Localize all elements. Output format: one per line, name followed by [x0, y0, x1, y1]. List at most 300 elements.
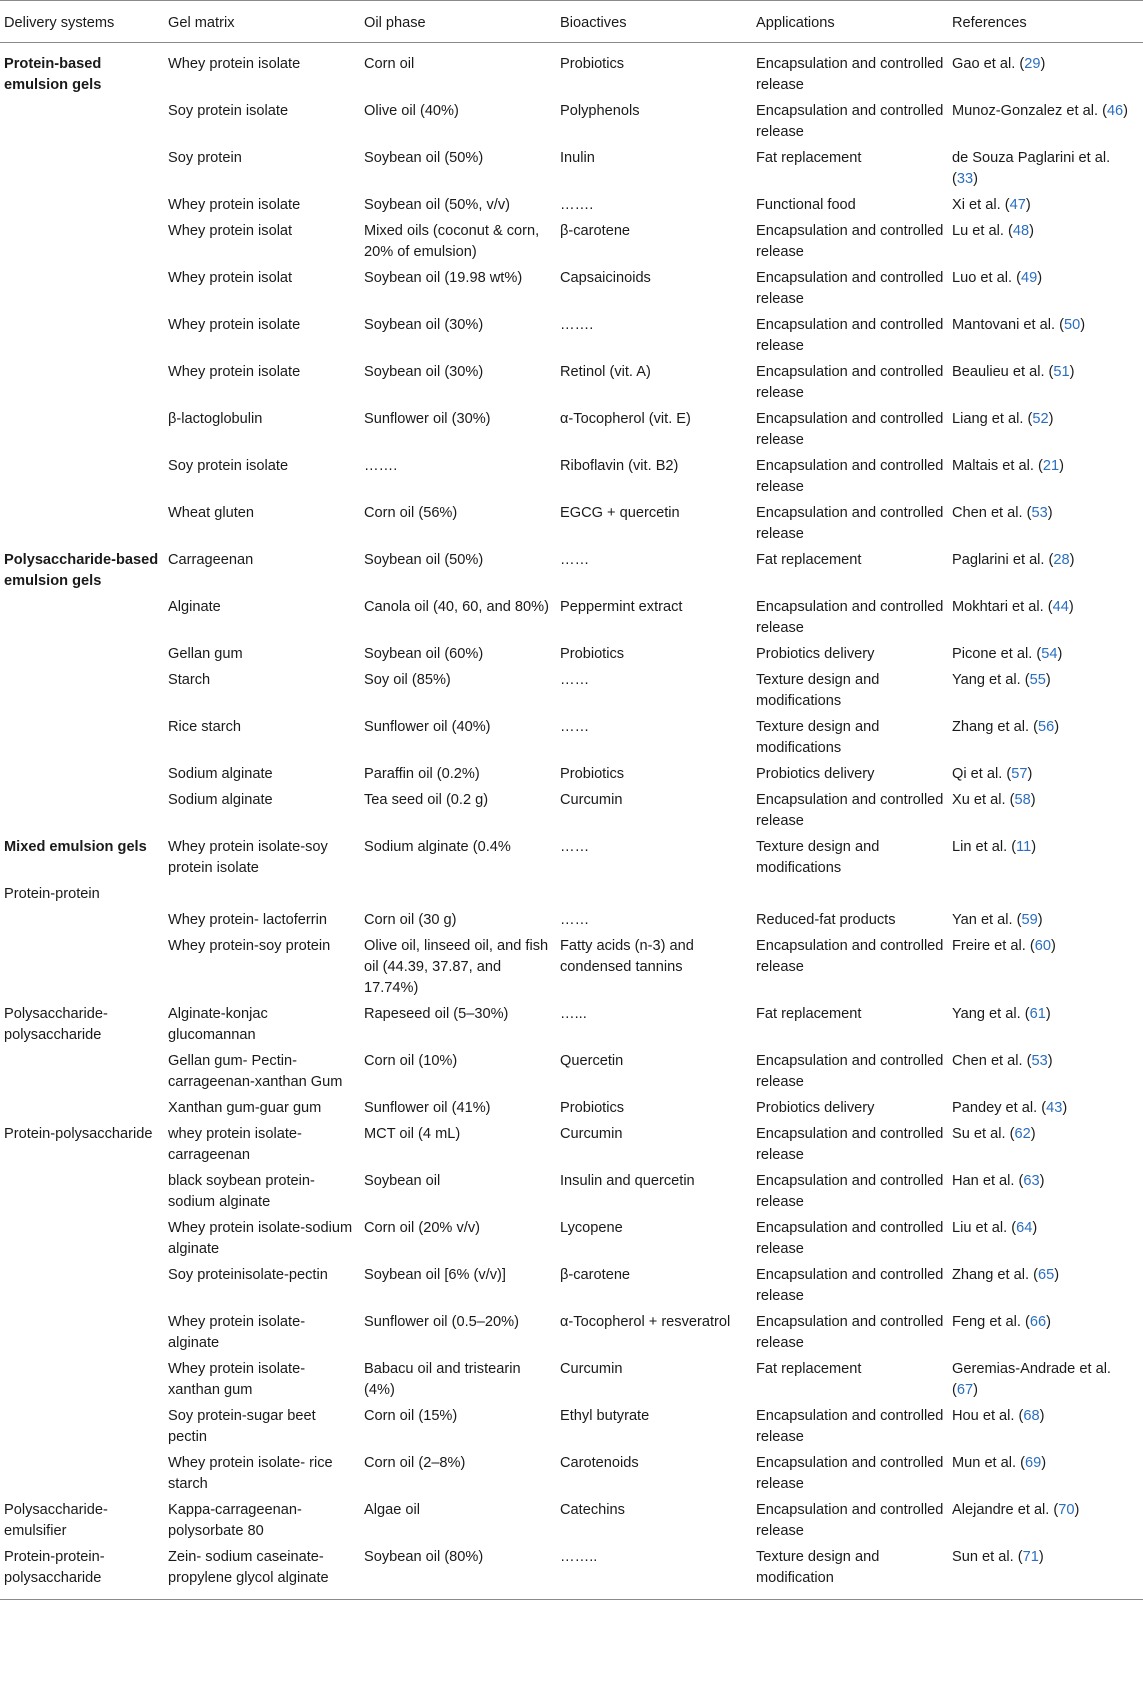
reference-cell: [948, 453, 1143, 500]
oil-phase-cell: Soybean oil (19.98 wt%): [364, 270, 523, 286]
reference-cell: [948, 714, 1143, 761]
bioactives-cell: …...: [560, 1006, 587, 1022]
reference-close-paren: ): [1031, 839, 1037, 855]
bioactives-cell: [556, 881, 752, 907]
reference-cell: [948, 907, 1143, 933]
reference-number-link[interactable]: 61: [1029, 1006, 1046, 1022]
bioactives-cell: Probiotics: [560, 766, 625, 782]
gel-matrix-cell: Whey protein isolate-xanthan gum: [168, 1361, 306, 1398]
reference-number-link[interactable]: 55: [1029, 672, 1046, 688]
reference-cell: [948, 594, 1143, 641]
gel-matrix-cell: Rice starch: [168, 719, 241, 735]
header-delivery-systems: Delivery systems: [4, 15, 115, 31]
bioactives-cell: ……: [560, 839, 590, 855]
reference-close-paren: ): [1039, 1408, 1045, 1424]
reference-number-link[interactable]: 59: [1021, 912, 1038, 928]
reference-number-link[interactable]: 52: [1032, 411, 1049, 427]
gel-matrix-cell: Whey protein isolate-sodium alginate: [168, 1220, 353, 1257]
table-row: [0, 641, 1143, 667]
oil-phase-cell: Corn oil (2–8%): [364, 1455, 466, 1471]
delivery-system-cell: [0, 907, 164, 933]
table-row: [0, 1262, 1143, 1309]
delivery-system-cell: [0, 98, 164, 145]
table-row: [0, 359, 1143, 406]
gel-matrix-cell: Soy protein: [168, 150, 242, 166]
reference-close-paren: ): [1047, 1053, 1053, 1069]
header-bioactives: Bioactives: [560, 15, 627, 31]
bioactives-cell: Inulin: [560, 150, 595, 166]
reference-author: Freire et al. (: [952, 938, 1035, 954]
reference-close-paren: ): [1046, 1314, 1051, 1330]
oil-phase-cell: MCT oil (4 mL): [364, 1126, 461, 1142]
reference-close-paren: ): [1069, 364, 1075, 380]
table-row: [0, 98, 1143, 145]
applications-cell: Encapsulation and controlled release: [756, 364, 944, 401]
reference-number-link[interactable]: 60: [1034, 938, 1051, 954]
gel-matrix-cell: Starch: [168, 672, 211, 688]
delivery-system-cell: [0, 1095, 164, 1121]
delivery-system-cell: Protein-polysaccharide: [4, 1126, 153, 1142]
applications-cell: Encapsulation and controlled release: [756, 56, 944, 93]
reference-close-paren: ): [1041, 1455, 1047, 1471]
bioactives-cell: Catechins: [560, 1502, 625, 1518]
reference-cell: [948, 1215, 1143, 1262]
delivery-system-cell: Protein-protein-polysaccharide: [4, 1549, 105, 1586]
reference-close-paren: ): [1068, 599, 1074, 615]
reference-close-paren: ): [1047, 505, 1053, 521]
gel-matrix-cell: Xanthan gum-guar gum: [168, 1100, 322, 1116]
table-row: [0, 1048, 1143, 1095]
reference-close-paren: ): [1074, 1502, 1080, 1518]
oil-phase-cell: Tea seed oil (0.2 g): [364, 792, 489, 808]
gel-matrix-cell: black soybean protein-sodium alginate: [168, 1173, 315, 1210]
oil-phase-cell: Soybean oil [6% (v/v)]: [364, 1267, 506, 1283]
gel-matrix-cell: Whey protein isolate-alginate: [168, 1314, 306, 1351]
reference-cell: [948, 1262, 1143, 1309]
delivery-system-cell: [0, 312, 164, 359]
reference-number-link[interactable]: 21: [1042, 458, 1060, 474]
reference-author: Chen et al. (: [952, 1053, 1032, 1069]
applications-cell: Encapsulation and controlled release: [756, 599, 944, 636]
gel-matrix-cell: Gellan gum: [168, 646, 243, 662]
table-row: [0, 1403, 1143, 1450]
table-row: [0, 1356, 1143, 1403]
reference-close-paren: ): [1062, 1100, 1068, 1116]
reference-number-link[interactable]: 49: [1020, 270, 1038, 286]
reference-cell: [948, 145, 1143, 192]
reference-number-link[interactable]: 65: [1038, 1267, 1055, 1283]
delivery-system-cell: [0, 1048, 164, 1095]
delivery-system-cell: [0, 594, 164, 641]
delivery-system-cell: Polysaccharide-polysaccharide: [4, 1006, 108, 1043]
oil-phase-cell: Soybean oil (30%): [364, 364, 484, 380]
reference-cell: [948, 265, 1143, 312]
reference-author: Beaulieu et al. (: [952, 364, 1054, 380]
reference-number-link[interactable]: 47: [1009, 197, 1026, 213]
gel-matrix-cell: Whey protein isolate-soy protein isolate: [168, 839, 328, 876]
applications-cell: Probiotics delivery: [756, 766, 875, 782]
delivery-system-cell: [0, 359, 164, 406]
reference-number-link[interactable]: 44: [1052, 599, 1069, 615]
gel-matrix-cell: Wheat gluten: [168, 505, 254, 521]
reference-number-link[interactable]: 63: [1023, 1173, 1040, 1189]
reference-close-paren: ): [1080, 317, 1086, 333]
table-row: [0, 1121, 1143, 1168]
table-row: [0, 1095, 1143, 1121]
reference-cell: [948, 761, 1143, 787]
oil-phase-cell: Algae oil: [364, 1502, 420, 1518]
delivery-system-cell: [0, 1403, 164, 1450]
table-row: [0, 145, 1143, 192]
reference-author: Yang et al. (: [952, 672, 1030, 688]
reference-number-link[interactable]: 68: [1023, 1408, 1040, 1424]
oil-phase-cell: Canola oil (40, 60, and 80%): [364, 599, 549, 615]
applications-cell: Encapsulation and controlled release: [756, 223, 944, 260]
reference-author: Yang et al. (: [952, 1006, 1030, 1022]
delivery-system-cell: [0, 667, 164, 714]
bioactives-cell: ……: [560, 552, 590, 568]
applications-cell: Fat replacement: [756, 552, 862, 568]
oil-phase-cell: …….: [364, 458, 398, 474]
reference-cell: [948, 834, 1143, 881]
table-row: [0, 1544, 1143, 1600]
header-applications: Applications: [756, 15, 835, 31]
reference-number-link[interactable]: 53: [1031, 505, 1048, 521]
delivery-system-cell: [0, 500, 164, 547]
reference-close-paren: ): [1029, 223, 1034, 239]
oil-phase-cell: Babacu oil and tristearin (4%): [364, 1361, 521, 1398]
reference-number-link[interactable]: 46: [1106, 103, 1124, 119]
bioactives-cell: ……: [560, 719, 590, 735]
reference-number-link[interactable]: 54: [1041, 646, 1058, 662]
oil-phase-cell: Soybean oil (60%): [364, 646, 484, 662]
table-row: [0, 43, 1143, 99]
bioactives-cell: Peppermint extract: [560, 599, 683, 615]
delivery-system-cell: [0, 761, 164, 787]
table-body: [0, 43, 1143, 1600]
reference-number-link[interactable]: 66: [1029, 1314, 1047, 1330]
delivery-system-cell: [0, 714, 164, 761]
reference-cell: [948, 881, 1143, 907]
bioactives-cell: β-carotene: [560, 1267, 631, 1283]
delivery-system-cell: [0, 1309, 164, 1356]
table-row: [0, 787, 1143, 834]
reference-number-link[interactable]: 71: [1022, 1549, 1039, 1565]
reference-author: Yan et al. (: [952, 912, 1022, 928]
reference-cell: [948, 1121, 1143, 1168]
applications-cell: Reduced-fat products: [756, 912, 896, 928]
reference-number-link[interactable]: 11: [1016, 839, 1032, 855]
reference-author: Xi et al. (: [952, 197, 1010, 213]
gel-matrix-cell: whey protein isolate-carrageenan: [168, 1126, 302, 1163]
oil-phase-cell: Sunflower oil (40%): [364, 719, 491, 735]
applications-cell: Encapsulation and controlled release: [756, 938, 944, 975]
reference-number-link[interactable]: 67: [956, 1382, 974, 1398]
oil-phase-cell: Corn oil (56%): [364, 505, 458, 521]
reference-number-link[interactable]: 62: [1014, 1126, 1031, 1142]
delivery-system-cell: [0, 406, 164, 453]
reference-cell: [948, 218, 1143, 265]
oil-phase-cell: Sunflower oil (0.5–20%): [364, 1314, 519, 1330]
reference-close-paren: ): [1039, 1173, 1045, 1189]
reference-author: Geremias-Andrade et al. (: [952, 1361, 1111, 1398]
reference-number-link[interactable]: 43: [1046, 1100, 1063, 1116]
oil-phase-cell: Corn oil (10%): [364, 1053, 458, 1069]
reference-close-paren: ): [1025, 197, 1031, 213]
bioactives-cell: EGCG + quercetin: [560, 505, 680, 521]
reference-number-link[interactable]: 64: [1016, 1220, 1033, 1236]
applications-cell: Encapsulation and controlled release: [756, 103, 944, 140]
reference-number-link[interactable]: 51: [1053, 364, 1070, 380]
table-row: [0, 1309, 1143, 1356]
reference-number-link[interactable]: 58: [1014, 792, 1031, 808]
reference-cell: [948, 312, 1143, 359]
reference-author: Su et al. (: [952, 1126, 1015, 1142]
reference-author: Alejandre et al. (: [952, 1502, 1059, 1518]
reference-close-paren: ): [1038, 1549, 1044, 1565]
delivery-system-cell: [0, 787, 164, 834]
oil-phase-cell: Sodium alginate (0.4%: [364, 839, 511, 855]
delivery-system-cell: Polysaccharide-emulsifier: [4, 1502, 108, 1539]
gel-matrix-cell: Alginate: [168, 599, 221, 615]
bioactives-cell: Curcumin: [560, 1126, 623, 1142]
applications-cell: Encapsulation and controlled release: [756, 1267, 944, 1304]
applications-cell: Probiotics delivery: [756, 646, 875, 662]
gel-matrix-cell: Whey protein-soy protein: [168, 938, 331, 954]
reference-number-link[interactable]: 48: [1012, 223, 1030, 239]
reference-number-link[interactable]: 28: [1053, 552, 1070, 568]
reference-author: Pandey et al. (: [952, 1100, 1047, 1116]
applications-cell: Encapsulation and controlled release: [756, 1455, 944, 1492]
reference-cell: [948, 787, 1143, 834]
table-row: [0, 594, 1143, 641]
delivery-system-cell: [0, 1168, 164, 1215]
table-row: [0, 1497, 1143, 1544]
reference-close-paren: ): [1040, 56, 1046, 72]
gel-matrix-cell: Whey protein isolat: [168, 270, 293, 286]
header-oil-phase: Oil phase: [364, 15, 426, 31]
applications-cell: Encapsulation and controlled release: [756, 1173, 944, 1210]
table-row: [0, 667, 1143, 714]
reference-number-link[interactable]: 33: [956, 171, 974, 187]
bioactives-cell: Carotenoids: [560, 1455, 639, 1471]
oil-phase-cell: Paraffin oil (0.2%): [364, 766, 480, 782]
bioactives-cell: Curcumin: [560, 1361, 623, 1377]
delivery-system-cell: Protein-based emulsion gels: [4, 56, 102, 93]
gel-matrix-cell: Gellan gum- Pectin-carrageenan-xanthan Gum: [168, 1053, 343, 1090]
bioactives-cell: Ethyl butyrate: [560, 1408, 650, 1424]
bioactives-cell: α-Tocopherol + resveratrol: [560, 1314, 731, 1330]
bioactives-cell: Lycopene: [560, 1220, 623, 1236]
reference-author: Picone et al. (: [952, 646, 1042, 662]
reference-author: Mun et al. (: [952, 1455, 1025, 1471]
reference-close-paren: ): [973, 1382, 978, 1398]
reference-close-paren: ): [1069, 552, 1075, 568]
reference-close-paren: ): [973, 171, 978, 187]
bioactives-cell: α-Tocopherol (vit. E): [560, 411, 691, 427]
applications-cell: Encapsulation and controlled release: [756, 317, 944, 354]
reference-author: Han et al. (: [952, 1173, 1024, 1189]
gel-matrix-cell: Whey protein isolate: [168, 56, 301, 72]
table-row: [0, 1450, 1143, 1497]
table-row: [0, 500, 1143, 547]
oil-phase-cell: Olive oil, linseed oil, and fish oil (44.39, 37.87, and 17.74%): [364, 938, 549, 996]
oil-phase-cell: Corn oil (15%): [364, 1408, 458, 1424]
gel-matrix-cell: Alginate-konjac glucomannan: [168, 1006, 268, 1043]
reference-cell: [948, 359, 1143, 406]
gel-matrix-cell: Carrageenan: [168, 552, 254, 568]
reference-number-link[interactable]: 29: [1024, 56, 1041, 72]
reference-author: Gao et al. (: [952, 56, 1025, 72]
gel-matrix-cell: Sodium alginate: [168, 792, 273, 808]
reference-close-paren: ): [1030, 792, 1036, 808]
applications-cell: Encapsulation and controlled release: [756, 1502, 944, 1539]
table-row: [0, 907, 1143, 933]
oil-phase-cell: Corn oil (30 g): [364, 912, 457, 928]
reference-number-link[interactable]: 56: [1038, 719, 1055, 735]
oil-phase-cell: Soybean oil (50%): [364, 150, 484, 166]
oil-phase-cell: Mixed oils (coconut & corn, 20% of emulsion): [364, 223, 540, 260]
reference-close-paren: ): [1037, 270, 1043, 286]
delivery-system-cell: [0, 1356, 164, 1403]
reference-author: Mantovani et al. (: [952, 317, 1064, 333]
reference-number-link[interactable]: 53: [1031, 1053, 1048, 1069]
bioactives-cell: Probiotics: [560, 646, 625, 662]
delivery-system-cell: [0, 145, 164, 192]
reference-number-link[interactable]: 50: [1063, 317, 1081, 333]
table-row: [0, 714, 1143, 761]
reference-cell: [948, 1544, 1143, 1600]
reference-cell: [948, 1001, 1143, 1048]
reference-number-link[interactable]: 70: [1058, 1502, 1075, 1518]
table-row: [0, 312, 1143, 359]
reference-author: Paglarini et al. (: [952, 552, 1054, 568]
gel-matrix-cell: Soy protein isolate: [168, 458, 289, 474]
oil-phase-cell: Sunflower oil (41%): [364, 1100, 491, 1116]
oil-phase-cell: Olive oil (40%): [364, 103, 459, 119]
delivery-system-cell: Polysaccharide-based emulsion gels: [4, 552, 159, 589]
reference-cell: [948, 1403, 1143, 1450]
reference-cell: [948, 641, 1143, 667]
delivery-system-cell: Protein-protein: [4, 886, 100, 902]
gel-matrix-cell: Soy proteinisolate-pectin: [168, 1267, 328, 1283]
delivery-system-cell: [0, 218, 164, 265]
gel-matrix-cell: Zein- sodium caseinate-propylene glycol alginate: [168, 1549, 329, 1586]
reference-author: Hou et al. (: [952, 1408, 1024, 1424]
applications-cell: Encapsulation and controlled release: [756, 1314, 944, 1351]
bioactives-cell: Probiotics: [560, 1100, 625, 1116]
applications-cell: Texture design and modifications: [756, 839, 880, 876]
reference-cell: [948, 1095, 1143, 1121]
reference-close-paren: ): [1030, 1126, 1036, 1142]
header-row: [0, 1, 1143, 43]
gel-matrix-cell: [164, 881, 360, 907]
delivery-system-cell: [0, 265, 164, 312]
reference-close-paren: ): [1054, 1267, 1060, 1283]
oil-phase-cell: Rapeseed oil (5–30%): [364, 1006, 509, 1022]
reference-author: Sun et al. (: [952, 1549, 1023, 1565]
table-row: [0, 1168, 1143, 1215]
reference-cell: [948, 933, 1143, 1001]
reference-close-paren: ): [1123, 103, 1129, 119]
reference-close-paren: ): [1048, 411, 1054, 427]
reference-author: de Souza Paglarini et al. (: [952, 150, 1111, 187]
reference-author: Liu et al. (: [952, 1220, 1017, 1236]
gel-matrix-cell: Whey protein isolate: [168, 317, 301, 333]
reference-close-paren: ): [1059, 458, 1064, 474]
reference-author: Munoz-Gonzalez et al. (: [952, 103, 1107, 119]
reference-cell: [948, 1497, 1143, 1544]
gel-matrix-cell: Whey protein isolate- rice starch: [168, 1455, 333, 1492]
reference-number-link[interactable]: 69: [1025, 1455, 1042, 1471]
bioactives-cell: Probiotics: [560, 56, 625, 72]
bioactives-cell: Fatty acids (n-3) and condensed tannins: [560, 938, 694, 975]
table-row: [0, 218, 1143, 265]
reference-author: Lin et al. (: [952, 839, 1017, 855]
applications-cell: Encapsulation and controlled release: [756, 458, 944, 495]
applications-cell: Encapsulation and controlled release: [756, 1053, 944, 1090]
gel-matrix-cell: Soy protein isolate: [168, 103, 289, 119]
applications-cell: Encapsulation and controlled release: [756, 1126, 944, 1163]
reference-author: Zhang et al. (: [952, 719, 1038, 735]
delivery-system-cell: [0, 933, 164, 1001]
delivery-system-cell: [0, 1262, 164, 1309]
reference-author: Lu et al. (: [952, 223, 1013, 239]
oil-phase-cell: Soybean oil (30%): [364, 317, 484, 333]
applications-cell: Encapsulation and controlled release: [756, 1408, 944, 1445]
bioactives-cell: Curcumin: [560, 792, 623, 808]
reference-author: Feng et al. (: [952, 1314, 1030, 1330]
reference-close-paren: ): [1057, 646, 1063, 662]
reference-author: Luo et al. (: [952, 270, 1021, 286]
reference-number-link[interactable]: 57: [1011, 766, 1028, 782]
header-references: References: [952, 15, 1027, 31]
gel-matrix-cell: Kappa-carrageenan-polysorbate 80: [168, 1502, 302, 1539]
bioactives-cell: …….: [560, 197, 594, 213]
applications-cell: Encapsulation and controlled release: [756, 792, 944, 829]
delivery-system-cell: [0, 453, 164, 500]
bioactives-cell: ……: [560, 672, 590, 688]
reference-author: Xu et al. (: [952, 792, 1015, 808]
reference-cell: [948, 667, 1143, 714]
oil-phase-cell: Soybean oil (80%): [364, 1549, 484, 1565]
gel-matrix-cell: Whey protein- lactoferrin: [168, 912, 327, 928]
reference-cell: [948, 1309, 1143, 1356]
bioactives-cell: …….: [560, 317, 594, 333]
table-row: [0, 834, 1143, 881]
table-row: [0, 1215, 1143, 1262]
applications-cell: Functional food: [756, 197, 856, 213]
applications-cell: Texture design and modifications: [756, 719, 880, 756]
table-row: [0, 406, 1143, 453]
delivery-system-cell: [0, 1450, 164, 1497]
reference-close-paren: ): [1045, 672, 1051, 688]
reference-cell: [948, 1048, 1143, 1095]
bioactives-cell: Polyphenols: [560, 103, 640, 119]
applications-cell: Fat replacement: [756, 150, 862, 166]
reference-author: Maltais et al. (: [952, 458, 1043, 474]
bioactives-cell: Insulin and quercetin: [560, 1173, 695, 1189]
bioactives-cell: ……..: [560, 1549, 598, 1565]
bioactives-cell: Retinol (vit. A): [560, 364, 651, 380]
delivery-system-cell: [0, 1215, 164, 1262]
applications-cell: Texture design and modifications: [756, 672, 880, 709]
reference-cell: [948, 500, 1143, 547]
reference-cell: [948, 192, 1143, 218]
reference-cell: [948, 43, 1143, 99]
applications-cell: Probiotics delivery: [756, 1100, 875, 1116]
bioactives-cell: Riboflavin (vit. B2): [560, 458, 679, 474]
